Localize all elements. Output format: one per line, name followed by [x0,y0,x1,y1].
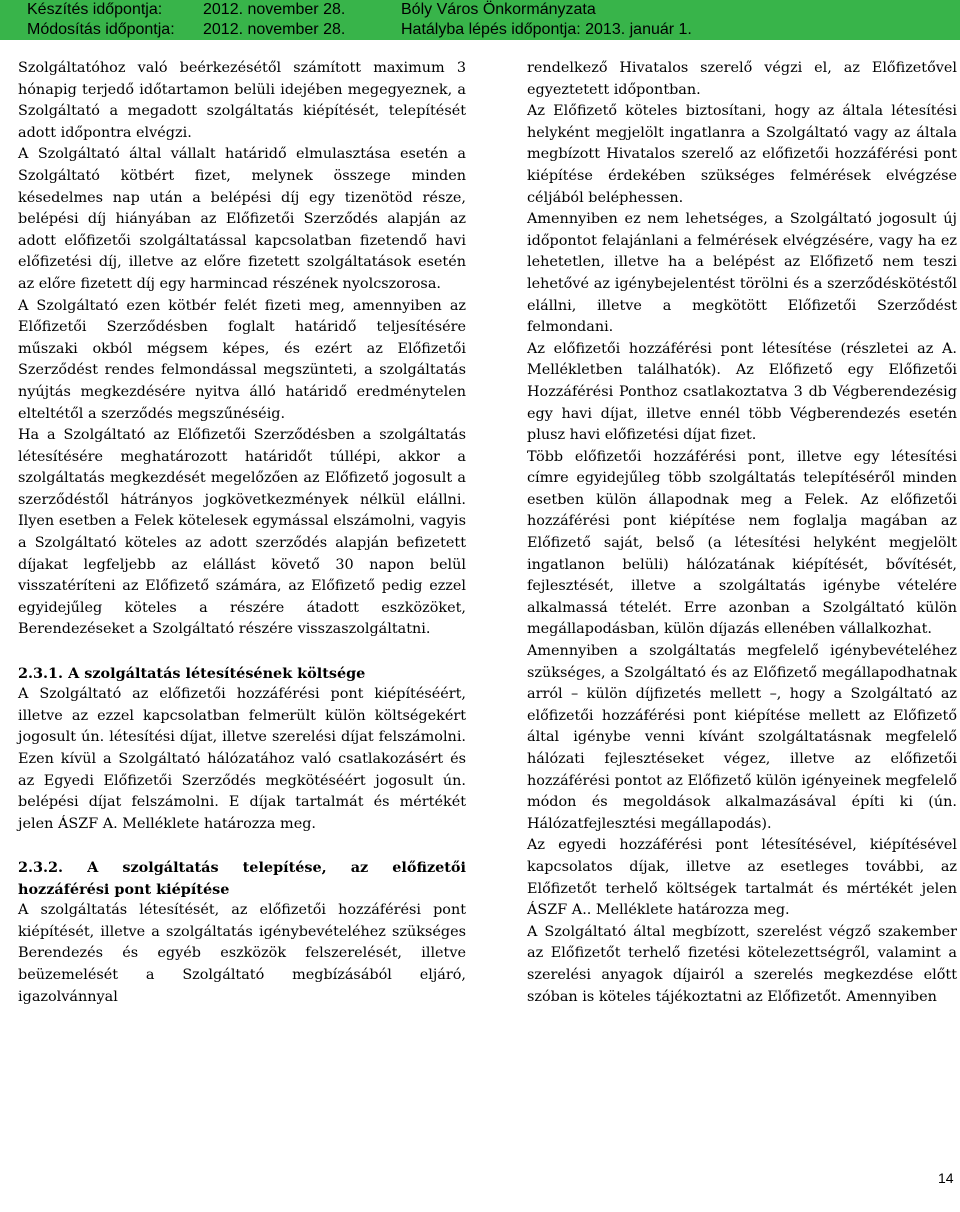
paragraph: A Szolgáltató ezen kötbér felét fizeti meg, amennyiben az Előfizetői Szerződésben foglalt határidő teljesítésére műszaki okból mégsem képes, és ezért az Előfizetői Szerződést rendes felmondással megszünteti, a szolgáltatás nyújtás megkezdésére nyitva álló határidő eredménytelen elteltétől a szerződés megszűnéséig. [18,297,466,422]
paragraph: Amennyiben ez nem lehetséges, a Szolgáltató jogosult új időpontot felajánlani a felmérések elvégzésére, vagy ha ez lehetetlen, illetve ha a belépést az Előfizető nem teszi lehetővé az igénybejelentést törölni és a szerződéskötéstől elállni, illetve a megkötött Előfizetői Szerződést felmondani. [527,211,957,336]
paragraph: A Szolgáltató az előfizetői hozzáférési pont kiépítéséért, illetve az ezzel kapcsolatban felmerült külön költségekért jogosult ún. létesítési díjat, illetve szerelési díjat felszámolni. Ezen kívül a Szolgáltató hálózatához való csatlakozásért és az Egyedi Előfizetői Szerződés megkötéséért jogosult ún. belépési díjat felszámolni. E díjak tartalmát és mértékét jelen ÁSZF A. Melléklete határozza meg. [18,686,466,832]
created-date: 2012. november 28. [203,1,346,18]
paragraph: Az egyedi hozzáférési pont létesítésével, kiépítésével kapcsolatos díjak, illetve az esetleges további, az Előfizetőt terhelő költségek tartalmát és mértékét jelen ÁSZF A.. Melléklete határozza meg. [527,837,957,919]
header-band [0,0,960,40]
paragraph: A Szolgáltató által megbízott, szerelést végző szakember az Előfizetőt terhelő fizetési kötelezettségről, valamint a szerelési anyagok díjairól a szerelés megkezdése előtt szóban is köteles tájékoztatni az Előfizetőt. Amennyiben [527,923,957,1005]
page-number: 14 [938,1170,954,1186]
paragraph: A Szolgáltató által vállalt határidő elmulasztása esetén a Szolgáltató kötbért fizet, melynek összege minden késedelmes nap után a belépési díj egy tizenötöd része, belépési díj hiányában az Előfizetői Szerződés alapján az adott előfizetői szolgáltatással kapcsolatban fizetendő havi előfizetési díj, illetve az előre fizetett szolgáltatások esetén az előre fizetett díj egy harmincad részének nyolcszorosa. [18,146,466,292]
paragraph: Amennyiben a szolgáltatás megfelelő igénybevételéhez szükséges, a Szolgáltató és az Előfizető megállapodhatnak arról – külön díjfizetés mellett –, hogy a Szolgáltató az előfizetői hozzáférési pont kiépítése mellett az Előfizető által igénybe venni kívánt szolgáltatásnak megfelelő hálózati fejlesztéseket végez, illetve az előfizetői hozzáférési pontot az Előfizető külön igényeinek megfelelő módon és megoldások alkalmazásával építi ki (ún. Hálózatfejlesztési megállapodás). [527,643,957,832]
section-heading-2-3-1 [18,663,466,685]
section-heading-2-3-2 [18,857,466,900]
paragraph: rendelkező Hivatalos szerelő végzi el, az Előfizetővel egyeztetett időpontban. [527,60,957,98]
section-number: 2.3.1. [18,664,64,682]
paragraph: Az előfizetői hozzáférési pont létesítése (részletei az A. Mellékletben találhatók). Az Előfizető egy Előfizetői Hozzáférési Ponthoz csatlakoztatva 3 db Végberendezésig egy havi díjat, illetve ennél több Végberendezés esetén plusz havi előfizetési díjat fizet. [527,340,957,444]
section-title: A szolgáltatás létesítésének költsége [68,664,366,682]
organization-name: Bóly Város Önkormányzata [401,1,596,18]
paragraph: Ha a Szolgáltató az Előfizetői Szerződésben a szolgáltatás létesítésére meghatározott határidőt túllépi, akkor a szolgáltatás megkezdését megelőzően az Előfizető jogosult a szerződéstől hátrányos jogkövetkezmények nélkül elállni. Ilyen esetben a Felek kötelesek egymással elszámolni, vagyis a Szolgáltató köteles az adott szerződés alapján befizetett díjakat legfeljebb az elállást követő 30 napon belül visszatéríteni az Előfizető számára, az Előfizető pedig ezzel egyidejűleg köteles a részére átadott eszközöket, Berendezéseket a Szolgáltató részére visszaszolgáltatni. [18,427,466,638]
left-column [18,58,466,1008]
modified-label: Módosítás időpontja: [27,21,175,38]
section-number: 2.3.2. [18,858,64,876]
created-label: Készítés időpontja: [27,1,163,18]
paragraph: A szolgáltatás létesítését, az előfizetői hozzáférési pont kiépítését, illetve a szolgáltatás igénybevételéhez szükséges Berendezés és egyéb eszközök felszerelését, illetve beüzemelését a Szolgáltató megbízásából eljáró, igazolvánnyal [18,902,466,1005]
section-title: A szolgáltatás telepítése, az előfizetői hozzáférési pont kiépítése [18,858,466,898]
effective-date: Hatályba lépés időpontja: 2013. január 1. [401,21,692,38]
paragraph: Szolgáltatóhoz való beérkezésétől számított maximum 3 hónapig terjedő időtartamon belüli idejében megegyeznek, a Szolgáltató a megadott szolgáltatás kiépítését, telepítését adott időpontra elvégzi. [18,60,466,141]
right-column [527,58,957,1008]
paragraph: Az Előfizető köteles biztosítani, hogy az általa létesítési helyként megjelölt ingatlanra a Szolgáltató vagy az általa megbízott Hivatalos szerelő az előfizetői hozzáférési pont kiépítése érdekében szükséges felmérések elvégzése céljából beléphessen. [527,103,957,206]
paragraph: Több előfizetői hozzáférési pont, illetve egy létesítési címre egyidejűleg több szolgáltatás telepítéséről minden esetben külön állapodnak meg a Felek. Az előfizetői hozzáférési pont kiépítése nem foglalja magában az Előfizető saját, belső (a létesítési helyként megjelölt ingatlanon belüli) hálózatának kiépítését, bővítését, fejlesztését, illetve a szolgáltatás igénybe vételére alkalmassá tételét. Erre azonban a Szolgáltató külön megállapodásban, külön díjazás ellenében vállalkozhat. [527,448,957,638]
modified-date: 2012. november 28. [203,21,346,38]
